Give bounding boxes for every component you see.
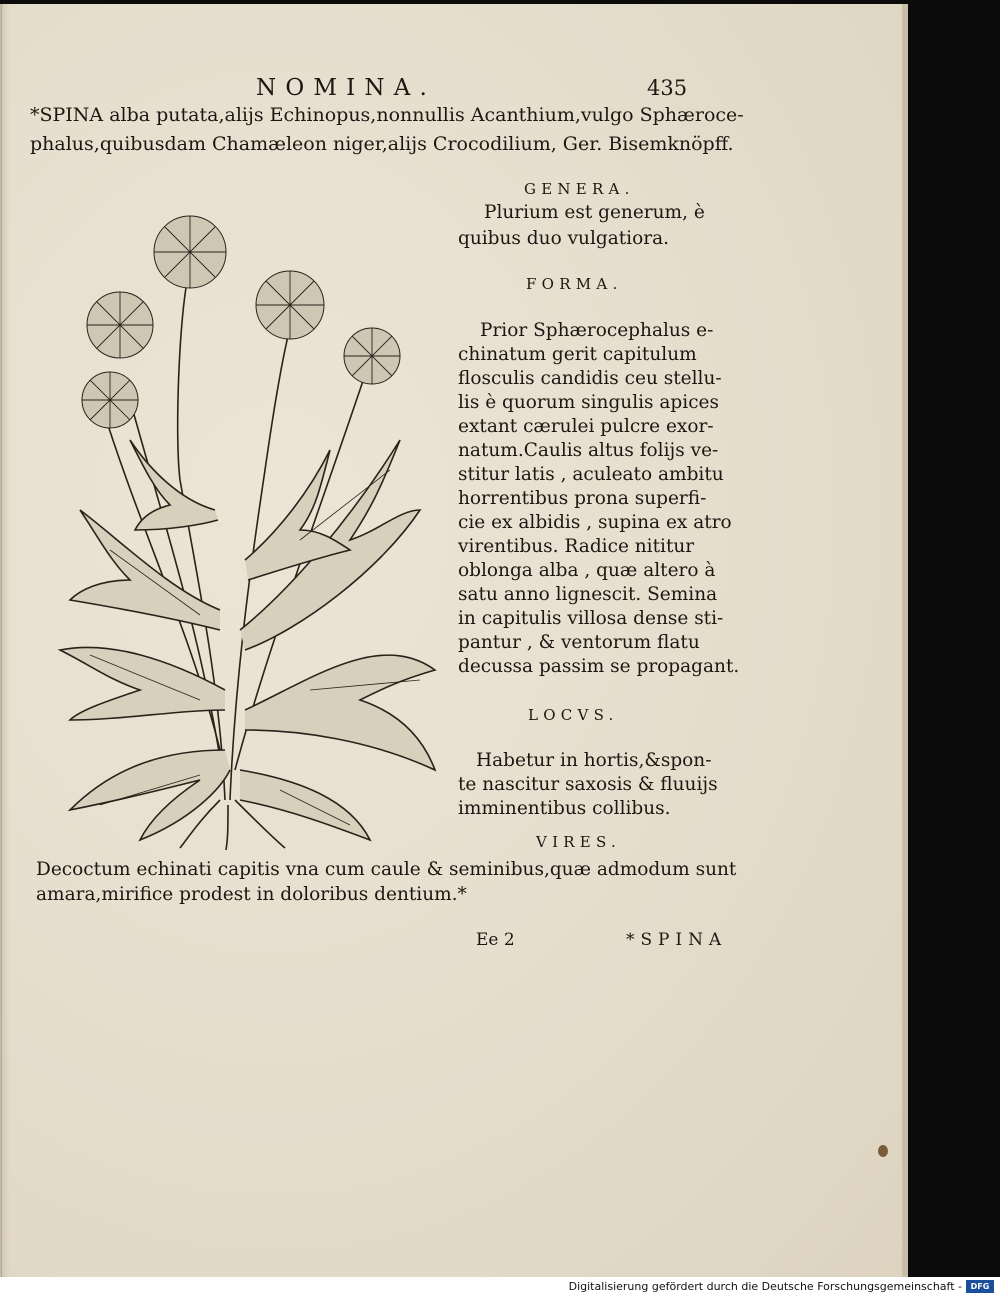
forma-line: Prior Sphærocephalus e- bbox=[480, 320, 714, 341]
running-head: NOMINA. bbox=[256, 75, 437, 101]
page-edge bbox=[902, 4, 908, 1277]
dfg-logo: DFG bbox=[966, 1280, 994, 1293]
signature-mark: Ee 2 bbox=[476, 930, 515, 950]
vires-heading: VIRES. bbox=[536, 833, 622, 851]
digitization-credit: Digitalisierung gefördert durch die Deutsche Forschungsgemeinschaft - bbox=[568, 1280, 962, 1293]
forma-line: chinatum gerit capitulum bbox=[458, 344, 697, 365]
vires-line: amara,mirifice prodest in doloribus dentium.* bbox=[36, 884, 467, 905]
echinops-woodcut-illustration bbox=[50, 210, 450, 850]
catchword: *SPINA bbox=[626, 930, 728, 950]
forma-line: virentibus. Radice nititur bbox=[458, 536, 695, 557]
page-gutter-shadow bbox=[0, 4, 10, 1277]
page-number: 435 bbox=[647, 76, 688, 100]
forma-line: oblonga alba , quæ altero à bbox=[458, 560, 716, 581]
forma-line: extant cærulei pulcre exor- bbox=[458, 416, 714, 437]
vires-line: Decoctum echinati capitis vna cum caule & seminibus,quæ admodum sunt bbox=[36, 859, 737, 880]
genera-heading: GENERA. bbox=[524, 180, 635, 198]
locus-line: te nascitur saxosis & fluuijs bbox=[458, 774, 718, 795]
genera-line: Plurium est generum, è bbox=[484, 202, 705, 223]
forma-line: cie ex albidis , supina ex atro bbox=[458, 512, 732, 533]
nomina-line-2: phalus,quibusdam Chamæleon niger,alijs Crocodilium, Ger. Bisemknöpff. bbox=[30, 133, 734, 155]
locus-line: Habetur in hortis,&spon- bbox=[476, 750, 712, 771]
forma-heading: FORMA. bbox=[526, 275, 623, 293]
forma-line: pantur , & ventorum flatu bbox=[458, 632, 700, 653]
locus-heading: LOCVS. bbox=[528, 706, 619, 724]
foxing-spot bbox=[878, 1145, 888, 1157]
genera-line: quibus duo vulgatiora. bbox=[458, 228, 669, 249]
locus-line: imminentibus collibus. bbox=[458, 798, 671, 819]
forma-line: horrentibus prona superfi- bbox=[458, 488, 707, 509]
nomina-line-1: *SPINA alba putata,alijs Echinopus,nonnullis Acanthium,vulgo Sphæroce- bbox=[30, 104, 744, 126]
forma-line: lis è quorum singulis apices bbox=[458, 392, 719, 413]
forma-line: stitur latis , aculeato ambitu bbox=[458, 464, 724, 485]
forma-line: satu anno lignescit. Semina bbox=[458, 584, 718, 605]
forma-line: flosculis candidis ceu stellu- bbox=[458, 368, 722, 389]
forma-line: natum.Caulis altus folijs ve- bbox=[458, 440, 719, 461]
forma-line: in capitulis villosa dense sti- bbox=[458, 608, 724, 629]
forma-line: decussa passim se propagant. bbox=[458, 656, 740, 677]
